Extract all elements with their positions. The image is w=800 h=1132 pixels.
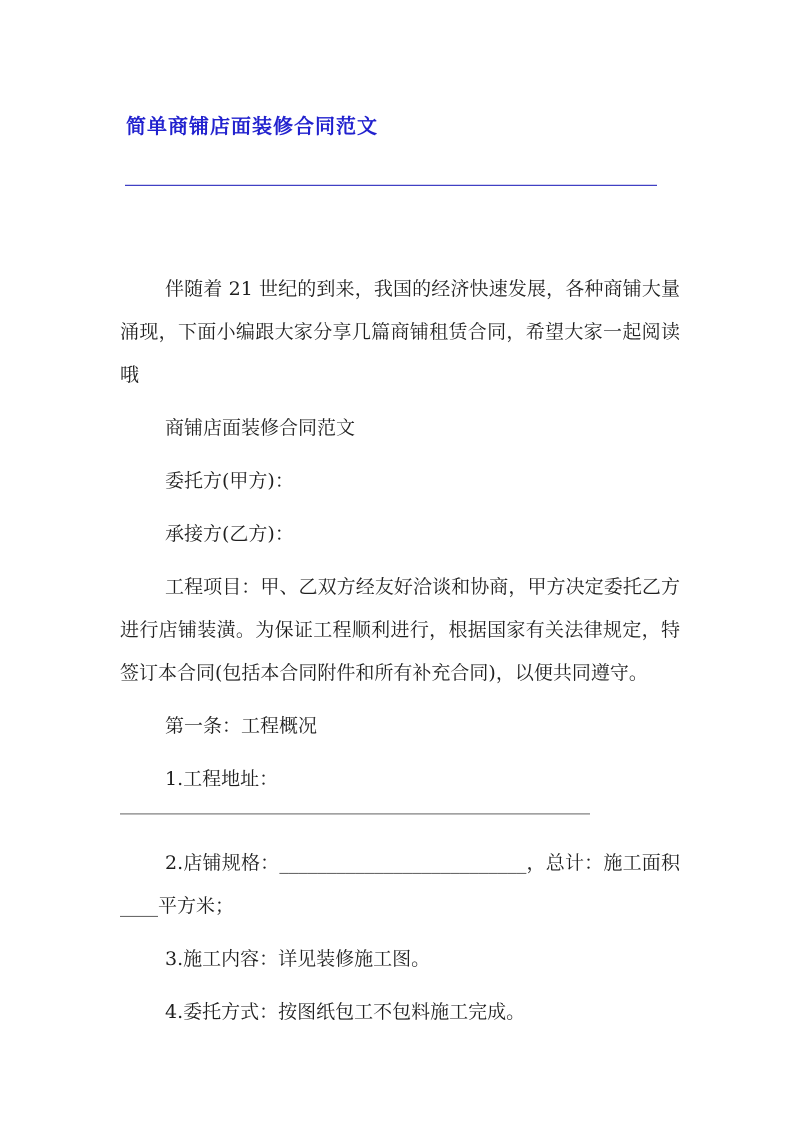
intro-paragraph: 伴随着 21 世纪的到来，我国的经济快速发展，各种商铺大量涌现，下面小编跟大家分享几篇商铺租赁合同，希望大家一起阅读哦 [120, 278, 680, 386]
page-title: 简单商铺店面装修合同范文 [126, 114, 378, 138]
delegation-method-line: 4.委托方式：按图纸包工不包料施工完成。 [165, 1001, 526, 1023]
party-b-line: 承接方(乙方)： [165, 523, 294, 545]
shop-spec-line: 2.店铺规格：__________________________，总计：施工面积____平方米； [120, 852, 680, 917]
party-a-line: 委托方(甲方)： [165, 470, 294, 492]
title-divider: ________________________________________________________ [125, 166, 657, 186]
project-paragraph: 工程项目：甲、乙双方经友好洽谈和协商，甲方决定委托乙方进行店铺装潢。为保证工程顺利进行，根据国家有关法律规定，特签订本合同(包括本合同附件和所有补充合同)，以便共同遵守。 [120, 576, 680, 684]
article-1-heading: 第一条：工程概况 [165, 715, 318, 737]
document-body [120, 268, 680, 1034]
subtitle-line: 商铺店面装修合同范文 [165, 417, 356, 439]
construction-content-line: 3.施工内容：详见装修施工图。 [165, 948, 431, 970]
blank-line-rule [120, 813, 590, 815]
project-address-line: 1.工程地址： [165, 768, 279, 790]
